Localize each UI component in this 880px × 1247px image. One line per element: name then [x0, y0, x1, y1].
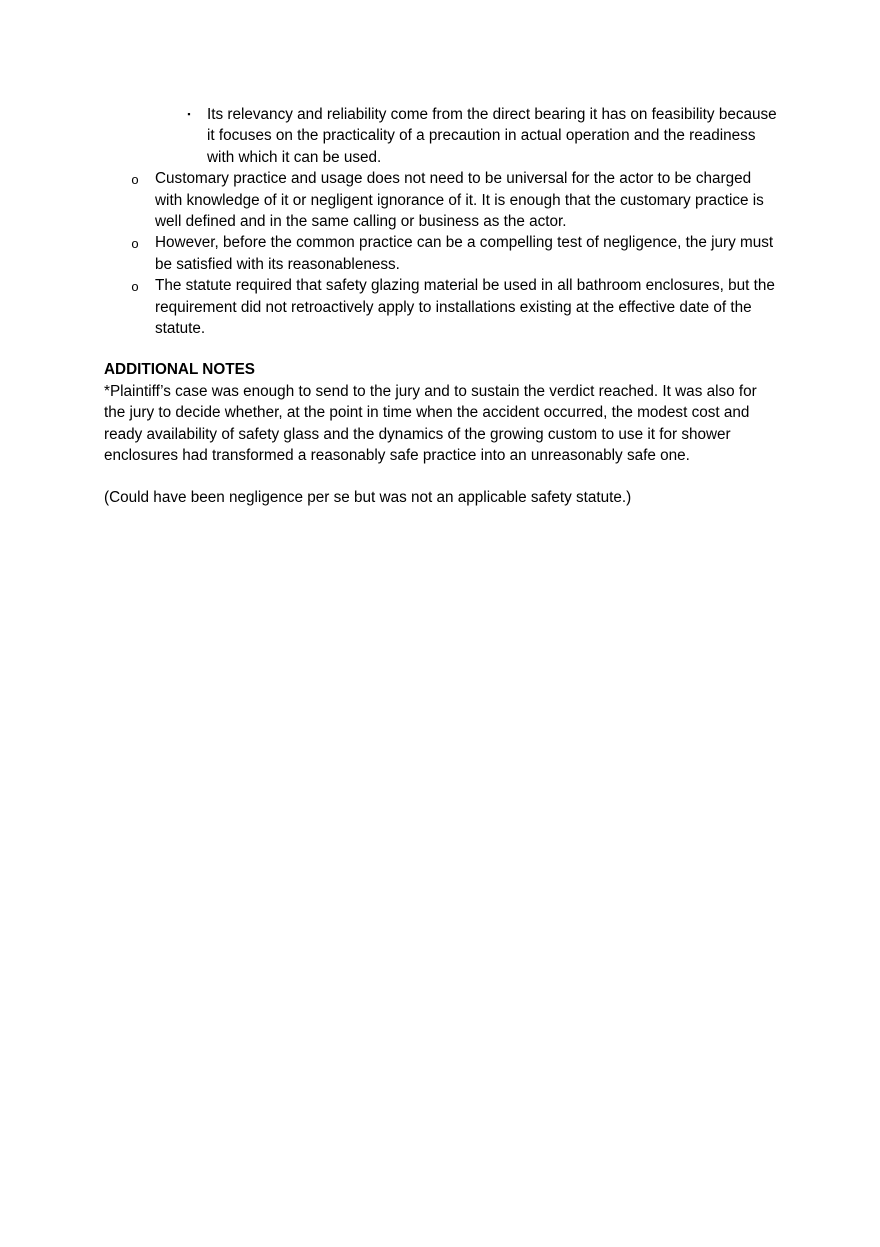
sub-bullet-text: Its relevancy and reliability come from the direct bearing it has on feasibility because it focuses on the practicality of a precaution in actual operation and the readiness with which it can be used. — [207, 106, 777, 166]
bullet-item-customary-practice — [104, 168, 780, 232]
additional-notes-heading: ADDITIONAL NOTES — [104, 361, 255, 379]
bullet-text: Customary practice and usage does not need to be universal for the actor to be charged with knowledge of it or negligent ignorance of it. It is enough that the customary practice is well defined and in the same calling or business as the actor. — [155, 170, 764, 231]
circle-bullet-icon: o — [131, 279, 139, 295]
additional-notes-paragraph: *Plaintiff’s case was enough to send to the jury and to sustain the verdict reached. It was also for the jury to decide whether, at the point in time when the accident occurred, the modest cost and ready availability of safety glass and the dynamics of the growing custom to use it for shower enclosures had transformed a reasonably safe practice into an unreasonably safe one. — [104, 382, 757, 465]
sub-bullet-item — [104, 104, 780, 168]
document-body — [104, 104, 780, 508]
circle-bullet-icon: o — [131, 172, 139, 188]
square-bullet-icon: ▪ — [187, 109, 191, 119]
bullet-text: However, before the common practice can be a compelling test of negligence, the jury must be satisfied with its reasonableness. — [155, 234, 774, 273]
additional-notes-note: (Could have been negligence per se but was not an applicable safety statute.) — [104, 488, 632, 506]
bullet-text: The statute required that safety glazing material be used in all bathroom enclosures, but the requirement did not retroactively apply to installations existing at the effective date of the statute. — [155, 277, 775, 338]
bullet-item-common-practice — [104, 232, 780, 275]
circle-bullet-icon: o — [131, 236, 139, 252]
paragraph-spacer — [104, 467, 780, 487]
bullet-item-statute — [104, 275, 780, 339]
